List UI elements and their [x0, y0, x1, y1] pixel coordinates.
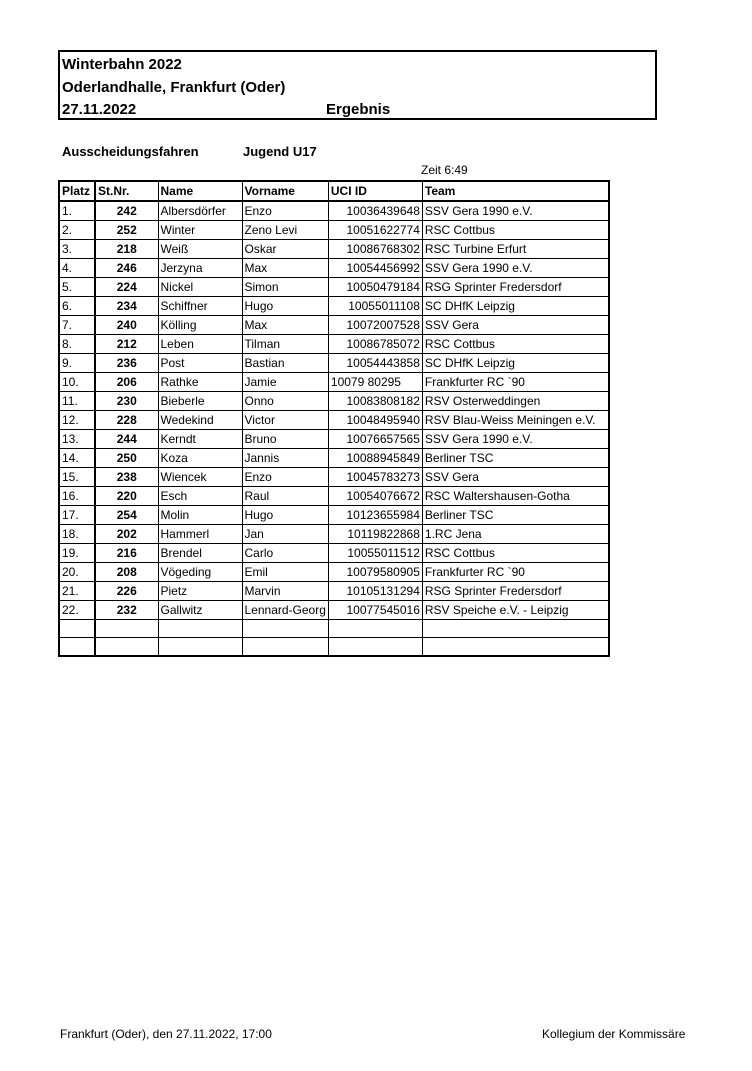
cell-team: SC DHfK Leipzig	[422, 297, 609, 316]
cell-name: Post	[158, 354, 242, 373]
cell-vorname: Hugo	[242, 506, 328, 525]
header-team: Team	[422, 181, 609, 201]
cell-vorname: Bruno	[242, 430, 328, 449]
cell-platz: 16.	[59, 487, 95, 506]
cell-name: Kerndt	[158, 430, 242, 449]
cell-name: Leben	[158, 335, 242, 354]
cell-stnr: 220	[95, 487, 158, 506]
race-time: Zeit 6:49	[421, 163, 468, 177]
cell-team	[422, 638, 609, 656]
table-row	[59, 506, 609, 525]
cell-name: Winter	[158, 221, 242, 240]
cell-stnr: 208	[95, 563, 158, 582]
cell-vorname: Onno	[242, 392, 328, 411]
cell-vorname: Victor	[242, 411, 328, 430]
cell-vorname: Tilman	[242, 335, 328, 354]
cell-stnr: 216	[95, 544, 158, 563]
cell-name	[158, 638, 242, 656]
cell-uci-id: 10077545016	[328, 601, 422, 620]
table-row	[59, 221, 609, 240]
cell-name: Gallwitz	[158, 601, 242, 620]
event-title: Winterbahn 2022	[62, 56, 182, 73]
cell-stnr: 240	[95, 316, 158, 335]
cell-team: Frankfurter RC `90	[422, 563, 609, 582]
cell-team: RSV Speiche e.V. - Leipzig	[422, 601, 609, 620]
cell-name: Rathke	[158, 373, 242, 392]
table-row	[59, 297, 609, 316]
cell-uci-id: 10076657565	[328, 430, 422, 449]
cell-stnr: 230	[95, 392, 158, 411]
table-row	[59, 563, 609, 582]
cell-name: Brendel	[158, 544, 242, 563]
cell-platz: 12.	[59, 411, 95, 430]
cell-stnr	[95, 638, 158, 656]
cell-stnr: 234	[95, 297, 158, 316]
cell-vorname: Zeno Levi	[242, 221, 328, 240]
cell-platz: 14.	[59, 449, 95, 468]
cell-team: 1.RC Jena	[422, 525, 609, 544]
cell-uci-id: 10072007528	[328, 316, 422, 335]
cell-stnr: 232	[95, 601, 158, 620]
cell-name: Wiencek	[158, 468, 242, 487]
cell-name: Wedekind	[158, 411, 242, 430]
cell-team: Berliner TSC	[422, 506, 609, 525]
results-body	[59, 201, 609, 656]
cell-platz: 19.	[59, 544, 95, 563]
cell-uci-id	[328, 620, 422, 638]
cell-team: Berliner TSC	[422, 449, 609, 468]
table-row	[59, 411, 609, 430]
cell-platz: 9.	[59, 354, 95, 373]
cell-name: Pietz	[158, 582, 242, 601]
cell-stnr: 238	[95, 468, 158, 487]
cell-platz: 22.	[59, 601, 95, 620]
cell-uci-id: 10123655984	[328, 506, 422, 525]
cell-stnr: 236	[95, 354, 158, 373]
cell-stnr: 206	[95, 373, 158, 392]
table-row	[59, 354, 609, 373]
cell-uci-id: 10055011512	[328, 544, 422, 563]
table-row	[59, 259, 609, 278]
cell-name: Nickel	[158, 278, 242, 297]
event-date: 27.11.2022	[62, 101, 137, 118]
cell-platz: 8.	[59, 335, 95, 354]
cell-team	[422, 620, 609, 638]
cell-platz: 21.	[59, 582, 95, 601]
table-header-row	[59, 181, 609, 201]
cell-uci-id: 10054076672	[328, 487, 422, 506]
cell-vorname: Simon	[242, 278, 328, 297]
result-status: Ergebnis	[326, 101, 391, 118]
cell-team: RSG Sprinter Fredersdorf	[422, 278, 609, 297]
header-platz: Platz	[59, 181, 95, 201]
cell-uci-id: 10054456992	[328, 259, 422, 278]
table-row	[59, 525, 609, 544]
cell-platz: 10.	[59, 373, 95, 392]
cell-uci-id: 10036439648	[328, 201, 422, 221]
header-name: Name	[158, 181, 242, 201]
event-venue: Oderlandhalle, Frankfurt (Oder)	[62, 79, 286, 96]
footer-signature: Kollegium der Kommissäre	[542, 1027, 686, 1041]
table-row	[59, 392, 609, 411]
cell-stnr: 242	[95, 201, 158, 221]
cell-name: Koza	[158, 449, 242, 468]
cell-stnr: 202	[95, 525, 158, 544]
cell-team: RSC Cottbus	[422, 335, 609, 354]
table-row	[59, 487, 609, 506]
cell-team: RSC Cottbus	[422, 221, 609, 240]
cell-stnr: 212	[95, 335, 158, 354]
cell-team: SSV Gera	[422, 468, 609, 487]
cell-name: Molin	[158, 506, 242, 525]
cell-platz: 7.	[59, 316, 95, 335]
cell-vorname: Max	[242, 316, 328, 335]
cell-platz: 13.	[59, 430, 95, 449]
empty-row	[59, 638, 609, 656]
cell-uci-id: 10088945849	[328, 449, 422, 468]
cell-team: RSC Cottbus	[422, 544, 609, 563]
cell-name: Kölling	[158, 316, 242, 335]
cell-stnr: 224	[95, 278, 158, 297]
table-row	[59, 240, 609, 259]
cell-uci-id: 10048495940	[328, 411, 422, 430]
cell-platz: 1.	[59, 201, 95, 221]
cell-stnr: 252	[95, 221, 158, 240]
cell-uci-id: 10083808182	[328, 392, 422, 411]
cell-vorname: Jamie	[242, 373, 328, 392]
cell-team: RSV Osterweddingen	[422, 392, 609, 411]
cell-stnr: 228	[95, 411, 158, 430]
cell-stnr: 218	[95, 240, 158, 259]
cell-team: SC DHfK Leipzig	[422, 354, 609, 373]
cell-vorname	[242, 620, 328, 638]
table-row	[59, 373, 609, 392]
cell-platz	[59, 620, 95, 638]
age-class: Jugend U17	[243, 144, 317, 159]
cell-vorname: Jannis	[242, 449, 328, 468]
cell-stnr	[95, 620, 158, 638]
cell-uci-id: 10045783273	[328, 468, 422, 487]
cell-uci-id: 10055011108	[328, 297, 422, 316]
cell-platz: 15.	[59, 468, 95, 487]
cell-vorname: Enzo	[242, 201, 328, 221]
table-row	[59, 201, 609, 221]
cell-stnr: 226	[95, 582, 158, 601]
cell-team: SSV Gera 1990 e.V.	[422, 430, 609, 449]
cell-stnr: 250	[95, 449, 158, 468]
cell-vorname: Hugo	[242, 297, 328, 316]
cell-vorname	[242, 638, 328, 656]
cell-platz: 18.	[59, 525, 95, 544]
cell-platz	[59, 638, 95, 656]
cell-team: RSC Turbine Erfurt	[422, 240, 609, 259]
cell-team: SSV Gera 1990 e.V.	[422, 259, 609, 278]
header-vorname: Vorname	[242, 181, 328, 201]
cell-name: Jerzyna	[158, 259, 242, 278]
cell-vorname: Raul	[242, 487, 328, 506]
cell-vorname: Max	[242, 259, 328, 278]
cell-vorname: Marvin	[242, 582, 328, 601]
cell-platz: 4.	[59, 259, 95, 278]
cell-stnr: 246	[95, 259, 158, 278]
cell-uci-id: 10079580905	[328, 563, 422, 582]
cell-vorname: Jan	[242, 525, 328, 544]
cell-team: Frankfurter RC `90	[422, 373, 609, 392]
cell-platz: 5.	[59, 278, 95, 297]
cell-stnr: 244	[95, 430, 158, 449]
table-row	[59, 544, 609, 563]
table-row	[59, 601, 609, 620]
cell-uci-id: 10079 80295	[328, 373, 422, 392]
cell-platz: 2.	[59, 221, 95, 240]
cell-platz: 6.	[59, 297, 95, 316]
cell-uci-id: 10054443858	[328, 354, 422, 373]
cell-platz: 20.	[59, 563, 95, 582]
table-row	[59, 316, 609, 335]
empty-row	[59, 620, 609, 638]
header-stnr: St.Nr.	[95, 181, 158, 201]
cell-vorname: Lennard-Georg	[242, 601, 328, 620]
cell-vorname: Enzo	[242, 468, 328, 487]
header-uci-id: UCI ID	[328, 181, 422, 201]
cell-platz: 17.	[59, 506, 95, 525]
cell-name: Hammerl	[158, 525, 242, 544]
event-header	[58, 50, 657, 120]
cell-uci-id: 10086785072	[328, 335, 422, 354]
results-table	[58, 180, 610, 657]
cell-uci-id: 10050479184	[328, 278, 422, 297]
table-row	[59, 582, 609, 601]
cell-vorname: Oskar	[242, 240, 328, 259]
cell-stnr: 254	[95, 506, 158, 525]
cell-team: RSV Blau-Weiss Meiningen e.V.	[422, 411, 609, 430]
cell-uci-id: 10051622774	[328, 221, 422, 240]
cell-team: SSV Gera 1990 e.V.	[422, 201, 609, 221]
cell-team: RSC Waltershausen-Gotha	[422, 487, 609, 506]
table-row	[59, 430, 609, 449]
cell-name: Schiffner	[158, 297, 242, 316]
cell-uci-id: 10119822868	[328, 525, 422, 544]
table-row	[59, 335, 609, 354]
cell-name: Bieberle	[158, 392, 242, 411]
cell-uci-id: 10105131294	[328, 582, 422, 601]
cell-name	[158, 620, 242, 638]
cell-vorname: Bastian	[242, 354, 328, 373]
footer-place-date: Frankfurt (Oder), den 27.11.2022, 17:00	[60, 1027, 272, 1041]
cell-platz: 11.	[59, 392, 95, 411]
race-name: Ausscheidungsfahren	[62, 144, 199, 159]
cell-uci-id: 10086768302	[328, 240, 422, 259]
cell-vorname: Emil	[242, 563, 328, 582]
cell-name: Esch	[158, 487, 242, 506]
cell-team: RSG Sprinter Fredersdorf	[422, 582, 609, 601]
cell-team: SSV Gera	[422, 316, 609, 335]
cell-platz: 3.	[59, 240, 95, 259]
table-row	[59, 278, 609, 297]
cell-name: Albersdörfer	[158, 201, 242, 221]
table-row	[59, 468, 609, 487]
cell-vorname: Carlo	[242, 544, 328, 563]
cell-name: Weiß	[158, 240, 242, 259]
cell-uci-id	[328, 638, 422, 656]
table-row	[59, 449, 609, 468]
cell-name: Vögeding	[158, 563, 242, 582]
